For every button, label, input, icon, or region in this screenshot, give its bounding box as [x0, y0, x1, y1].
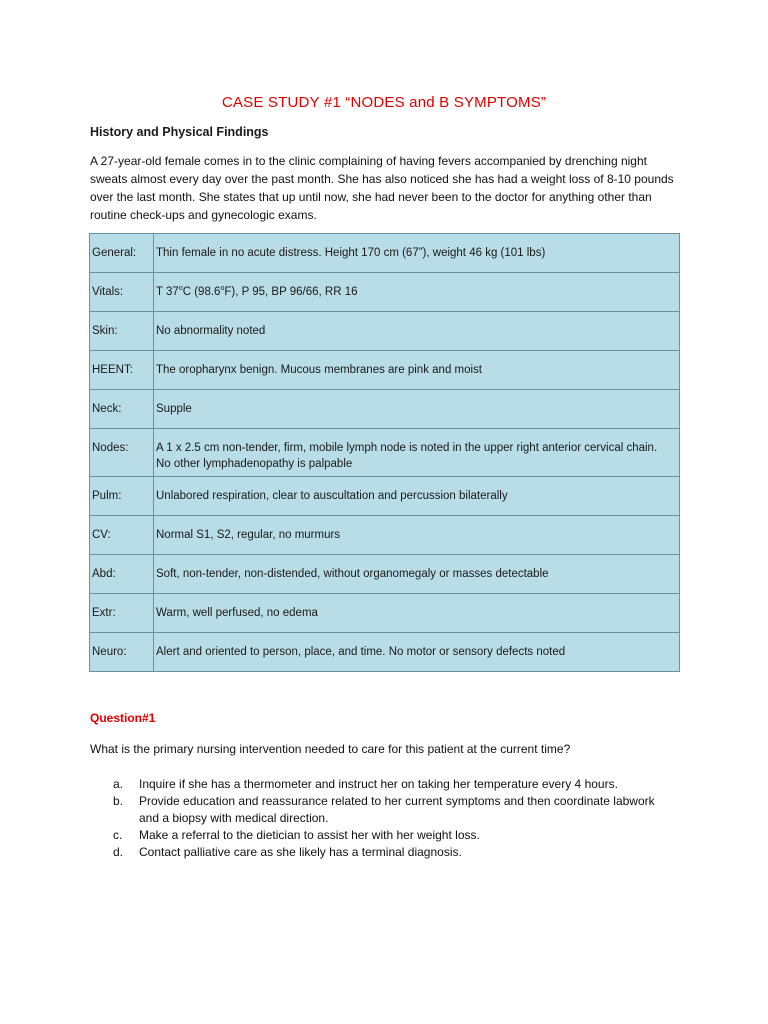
physical-findings-table	[89, 233, 680, 672]
table-row	[90, 273, 680, 312]
finding-label: Pulm:	[90, 477, 154, 516]
case-study-title: CASE STUDY #1 “NODES and B SYMPTOMS”	[221, 94, 547, 111]
table-row	[90, 594, 680, 633]
finding-label: Nodes:	[90, 429, 154, 477]
finding-label: CV:	[90, 516, 154, 555]
table-row	[90, 429, 680, 477]
section-heading: History and Physical Findings	[90, 125, 269, 139]
table-row	[90, 351, 680, 390]
finding-value: Soft, non-tender, non-distended, without organomegaly or masses detectable	[154, 555, 680, 594]
finding-label: HEENT:	[90, 351, 154, 390]
finding-value: A 1 x 2.5 cm non-tender, firm, mobile lymph node is noted in the upper right anterior cervical chain. No other lymphadenopathy is palpable	[154, 429, 680, 477]
degree-mark: o	[178, 285, 183, 293]
table-row	[90, 516, 680, 555]
finding-value: No abnormality noted	[154, 312, 680, 351]
vitals-text: F), P 95, BP 96/66, RR 16	[224, 286, 358, 298]
finding-value	[154, 273, 680, 312]
intro-paragraph: A 27-year-old female comes in to the clinic complaining of having fevers accompanied by drenching night sweats almost every day over the past month. She has also noticed she has had a weight loss of 8-10 pounds over the last month. She states that up until now, she had never been to the doctor for anything other than routine check-ups and gynecologic exams.	[90, 154, 674, 222]
finding-label: Vitals:	[90, 273, 154, 312]
finding-value: Supple	[154, 390, 680, 429]
table-row	[90, 390, 680, 429]
table-row	[90, 312, 680, 351]
table-row	[90, 234, 680, 273]
table-row	[90, 633, 680, 672]
list-item	[113, 776, 673, 793]
finding-label: Neuro:	[90, 633, 154, 672]
table-row	[90, 555, 680, 594]
finding-value: Warm, well perfused, no edema	[154, 594, 680, 633]
option-text: Contact palliative care as she likely has a terminal diagnosis.	[139, 845, 462, 859]
finding-label: Skin:	[90, 312, 154, 351]
list-item	[113, 793, 673, 827]
degree-mark: o	[220, 285, 225, 293]
list-item	[113, 827, 673, 844]
option-letter: c.	[113, 828, 123, 842]
question-text: What is the primary nursing intervention needed to care for this patient at the current time?	[90, 742, 571, 756]
option-letter: a.	[113, 777, 124, 791]
list-item	[113, 844, 673, 861]
vitals-text: C (98.6	[182, 286, 221, 298]
option-text: Provide education and reassurance related to her current symptoms and then coordinate labwork and a biopsy with medical direction.	[139, 794, 655, 825]
question-label: Question#1	[90, 711, 156, 725]
finding-value: Normal S1, S2, regular, no murmurs	[154, 516, 680, 555]
table-row	[90, 477, 680, 516]
finding-value: Unlabored respiration, clear to auscultation and percussion bilaterally	[154, 477, 680, 516]
answer-options	[113, 776, 673, 861]
finding-value: Alert and oriented to person, place, and time. No motor or sensory defects noted	[154, 633, 680, 672]
finding-label: Neck:	[90, 390, 154, 429]
finding-value: The oropharynx benign. Mucous membranes are pink and moist	[154, 351, 680, 390]
finding-label: Abd:	[90, 555, 154, 594]
option-letter: d.	[113, 845, 124, 859]
option-text: Make a referral to the dietician to assist her with her weight loss.	[139, 828, 480, 842]
finding-label: General:	[90, 234, 154, 273]
finding-label: Extr:	[90, 594, 154, 633]
finding-value: Thin female in no acute distress. Height 170 cm (67”), weight 46 kg (101 lbs)	[154, 234, 680, 273]
vitals-text: T 37	[156, 286, 179, 298]
option-text: Inquire if she has a thermometer and instruct her on taking her temperature every 4 hours.	[139, 777, 618, 791]
option-letter: b.	[113, 794, 124, 808]
